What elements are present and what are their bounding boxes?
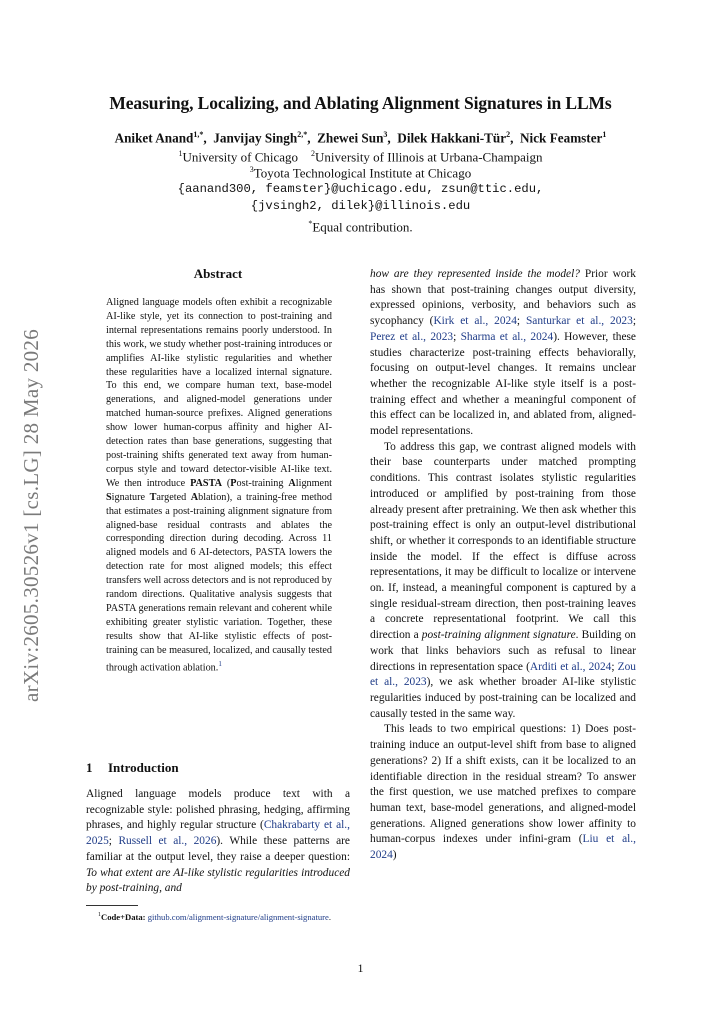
footnote-ref-link[interactable]: 1	[218, 659, 222, 668]
acronym-letter: S	[106, 491, 112, 503]
research-question: To what extent are AI-like stylistic regularities introduced by post-training, and	[86, 866, 350, 895]
page-number: 1	[357, 961, 364, 975]
body-text: ;	[611, 660, 618, 673]
body-text: ;	[453, 330, 461, 343]
body-text: Prior work has shown that post-training changes output diversity, expressed opinions, verbosity, and behaviors such as sycophancy (	[370, 268, 637, 328]
abstract-text: (	[221, 477, 231, 489]
research-question: how are they represented inside the model?	[370, 268, 580, 280]
affiliation: Toyota Technological Institute at Chicago	[253, 165, 472, 181]
footnote-text: .	[328, 911, 331, 922]
footnote-mark: 1	[98, 912, 101, 918]
right-column	[370, 267, 636, 864]
equal-mark: *	[308, 219, 313, 228]
author-affil-mark: 3	[383, 130, 388, 139]
intro-paragraph	[86, 787, 350, 897]
author-list: Aniket Anand$^{1,*}$, Janvijay Singh$^{2,*}$, Zhewei Sun$^3$, Dilek Hakkani-Tür$^2$, Nick Feamster$^1$	[114, 130, 607, 146]
section-number: 1	[86, 760, 93, 775]
abstract-body	[106, 296, 332, 675]
citation-link[interactable]: Perez et al., 2023	[370, 330, 454, 343]
body-text: . Building on work that links behaviors such as refusal to linear directions in representation space (	[370, 629, 636, 673]
right-paragraph-1	[370, 267, 636, 440]
body-text: This leads to two empirical questions: 1) Does post-training induce an output-level shift from base to aligned generations? 2) If a shift exists, can it be localized to an identifiable direction in the residual stream? To answer the first question, we use matched prefixes to compare human text, base-model generations, and aligned-model generations. Aligned generations show lower affinity to human-corpus indexes under infini-gram (	[370, 723, 636, 846]
citation-link[interactable]: Sharma et al., 2024	[460, 330, 554, 343]
affil-mark: 2	[311, 149, 316, 158]
abstract-text: ignature	[111, 491, 150, 503]
pasta-name: PASTA	[190, 477, 222, 489]
equal-contribution-note	[0, 219, 721, 235]
abstract-text: lignment	[295, 477, 332, 489]
code-data-link[interactable]: github.com/alignment-signature/alignment-signature	[147, 911, 329, 922]
affiliations-line-1	[0, 149, 721, 165]
intro-text: Aligned language models produce text with a recognizable style: polished phrasing, hedging, affirming phrases, and highly regular structure (	[86, 788, 350, 832]
affiliation: University of Illinois at Urbana-Champaign	[315, 149, 543, 165]
body-text: )	[392, 849, 397, 862]
author-affil-mark: 2	[506, 130, 511, 139]
author-affil-mark: 2,*	[297, 130, 308, 139]
right-paragraph-2	[370, 440, 636, 723]
equal-contribution-text: Equal contribution.	[312, 219, 413, 235]
intro-text: ;	[108, 835, 119, 848]
citation-link[interactable]: Liu et al., 2024	[370, 833, 636, 862]
author-name: Dilek Hakkani-Tür	[397, 130, 507, 146]
author-name: Nick Feamster	[520, 130, 603, 146]
body-text: ;	[516, 315, 526, 328]
paper-title: Measuring, Localizing, and Ablating Alignment Signatures in LLMs	[109, 93, 612, 113]
body-text: To address this gap, we contrast aligned models with their base counterparts under matched prompting conditions. This contrast isolates stylistic regularities introduced or amplified by post-training from those already present after pretraining. We then ask whether this post-training effect is only an output-level distributional shift, or whether it corresponds to an identifiable structure inside the model. If the effect is diffuse across representations, it may be difficult to localize or intervene on. If, instead, a meaningful component is captured by a single residual-stream direction, then post-training leaves a concrete representational footprint. We call this direction a	[370, 440, 636, 642]
body-text: ;	[632, 315, 636, 328]
body-text: ), we ask whether broader AI-like stylistic regularities induced by post-training can be localized and causally tested in the same way.	[370, 676, 636, 720]
email-line-1[interactable]: {aanand300, feamster}@uchicago.edu, zsun@ttic.edu,	[177, 182, 544, 196]
citation-link[interactable]: Santurkar et al., 2023	[525, 315, 633, 328]
affil-mark: 1	[178, 149, 183, 158]
citation-link[interactable]: Arditi et al., 2024	[529, 660, 612, 673]
footnote	[86, 910, 350, 923]
abstract-text: argeted	[156, 491, 191, 503]
affil-mark: 3	[249, 165, 254, 174]
author-name: Janvijay Singh	[213, 130, 298, 146]
acronym-letter: T	[149, 491, 157, 503]
author-affil-mark: 1	[602, 130, 607, 139]
acronym-letter: A	[288, 477, 296, 489]
section-heading-introduction	[86, 760, 179, 776]
citation-link[interactable]: Zou et al., 2023	[370, 660, 637, 689]
section-title: Introduction	[108, 760, 179, 775]
arxiv-stamp[interactable]: arXiv:2605.30526v1 [cs.LG] 28 May 2026	[19, 328, 43, 702]
body-text: ). However, these studies characterize post-training effects behaviorally, focusing on output-level changes. It remains unclear whether the recognizable AI-like style itself is a post-training effect and whether a meaningful component of this effect can be localized in, and ablated from, aligned-model representations.	[370, 330, 636, 438]
acronym-letter: P	[230, 477, 237, 489]
author-name: Zhewei Sun	[317, 130, 384, 146]
citation-link[interactable]: Chakrabarty et al., 2025	[86, 819, 350, 848]
footnote-rule	[86, 905, 138, 906]
abstract-heading: Abstract	[193, 266, 243, 281]
author-name: Aniket Anand	[114, 130, 194, 146]
abstract-text: Aligned language models often exhibit a recognizable AI-like style, yet its connection to post-training and internal representations remains poorly understood. In this work, we study whether post-training introduces or amplifies AI-like stylistic regularities and whether these regularities have a localized internal signature. To this end, we compare human text, base-model generations, and aligned-model generations under matched human-source prefixes. Aligned generations show lower human-corpus affinity and higher AI-detection rates than base generations, suggesting that post-training shifts generated text away from human-corpus style and toward detector-visible AI-like text. We then introduce	[106, 297, 332, 489]
affiliations-line-2	[0, 165, 721, 181]
right-paragraph-3	[370, 722, 636, 863]
author-affil-mark: 1,*	[193, 130, 204, 139]
term-emphasis: post-training alignment signature	[421, 629, 576, 642]
footnote-label: Code+Data:	[101, 911, 146, 922]
affiliation: University of Chicago	[182, 149, 299, 165]
citation-link[interactable]: Russell et al., 2026	[118, 835, 217, 848]
citation-link[interactable]: Kirk et al., 2024	[433, 315, 517, 328]
email-line-2[interactable]: {jvsingh2, dilek}@illinois.edu	[250, 199, 471, 213]
abstract-text: blation), a training-free method that estimates a post-training alignment signature from aligned-base residual contrasts and ablates the corresponding direction during decoding. Across 11 aligned models and 6 AI-detectors, PASTA lowers the detection rate for most aligned models; this effect transfers well across detectors and is not reproduced by random directions. Qualitative analysis suggests that PASTA generations remain relevant and coherent while exhibiting greater stylistic variation. Together, these results show that AI-like stylistic effects of post-training can be measured, localized, and causally tested through activation ablation.	[106, 491, 333, 673]
acronym-letter: A	[190, 491, 199, 503]
abstract-text: ost-training	[236, 477, 289, 489]
intro-text: ). While these patterns are familiar at the output level, they raise a deeper question:	[86, 835, 350, 863]
